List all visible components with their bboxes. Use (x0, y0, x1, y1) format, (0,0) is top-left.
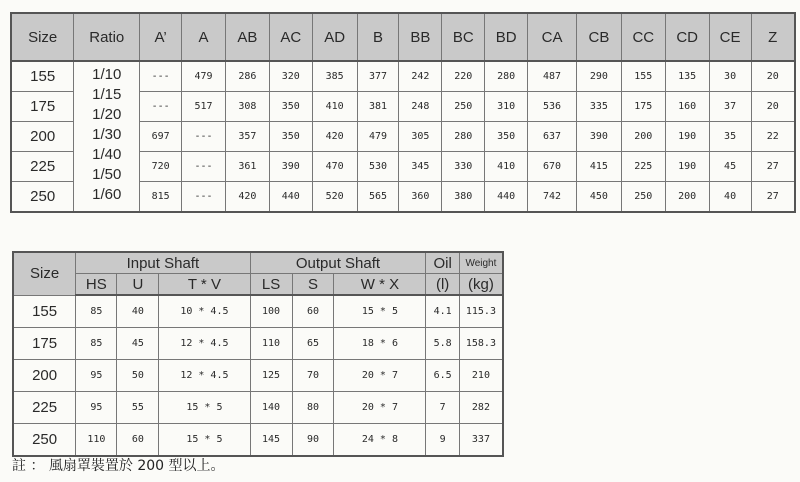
column-header: Ratio (74, 13, 140, 61)
table-cell: 190 (665, 152, 709, 182)
ratio-list (74, 63, 139, 210)
table-cell: 282 (459, 392, 503, 424)
table-cell: 637 (528, 122, 577, 152)
sub-column-header: S (292, 274, 334, 296)
weight-header: Weight (459, 252, 503, 274)
size-cell: 225 (11, 152, 74, 182)
table-cell: 380 (442, 182, 485, 213)
table-cell: 200 (665, 182, 709, 213)
table-cell: 20 * 7 (334, 392, 426, 424)
table-row (13, 328, 503, 360)
sub-column-header: W * X (334, 274, 426, 296)
table-cell: 350 (269, 122, 312, 152)
column-header: A (182, 13, 226, 61)
table-cell: 5.8 (426, 328, 459, 360)
table-cell: 158.3 (459, 328, 503, 360)
table-cell: 377 (357, 61, 399, 92)
table-row (13, 392, 503, 424)
table-cell: 4.1 (426, 295, 459, 328)
table-cell: 290 (576, 61, 621, 92)
column-header: CC (621, 13, 665, 61)
table-cell: 145 (250, 424, 292, 457)
size-cell: 175 (11, 92, 74, 122)
table-cell: 410 (485, 152, 528, 182)
table-cell: 815 (140, 182, 182, 213)
ratio-label: 1/30 (92, 126, 122, 143)
table-cell: 125 (250, 360, 292, 392)
table-cell: 440 (269, 182, 312, 213)
table-cell: 20 (751, 61, 795, 92)
table-cell: 225 (621, 152, 665, 182)
table-cell: --- (140, 61, 182, 92)
table-cell: 308 (225, 92, 269, 122)
ratio-label: 1/10 (92, 66, 122, 83)
table-row (13, 360, 503, 392)
table-cell: 520 (312, 182, 357, 213)
input-shaft-header: Input Shaft (76, 252, 250, 274)
column-header: BB (399, 13, 442, 61)
table-cell: 670 (528, 152, 577, 182)
table-cell: 330 (442, 152, 485, 182)
table-cell: 20 * 7 (334, 360, 426, 392)
table-cell: 30 (709, 61, 751, 92)
table-cell: 135 (665, 61, 709, 92)
table-cell: 40 (709, 182, 751, 213)
table-cell: --- (182, 152, 226, 182)
table-cell: 60 (292, 295, 334, 328)
table-cell: 70 (292, 360, 334, 392)
table-cell: 95 (76, 360, 117, 392)
table-cell: 20 (751, 92, 795, 122)
table-cell: 60 (117, 424, 159, 457)
table-cell: 242 (399, 61, 442, 92)
table-cell: 345 (399, 152, 442, 182)
table-cell: 742 (528, 182, 577, 213)
shaft-table-sub-header (13, 274, 503, 296)
column-header: CE (709, 13, 751, 61)
table-cell: 415 (576, 152, 621, 182)
table-cell: 190 (665, 122, 709, 152)
size-cell: 225 (13, 392, 76, 424)
table-cell: 15 * 5 (159, 392, 250, 424)
table-cell: 40 (117, 295, 159, 328)
table-cell: 100 (250, 295, 292, 328)
size-cell: 250 (13, 424, 76, 457)
table-cell: 35 (709, 122, 751, 152)
table-cell: 10 * 4.5 (159, 295, 250, 328)
table-cell: 85 (76, 295, 117, 328)
column-header: CA (528, 13, 577, 61)
table-cell: 450 (576, 182, 621, 213)
table-cell: 280 (442, 122, 485, 152)
table-cell: 470 (312, 152, 357, 182)
table-cell: 22 (751, 122, 795, 152)
table-cell: 80 (292, 392, 334, 424)
size-cell: 155 (13, 295, 76, 328)
table-cell: 536 (528, 92, 577, 122)
table-cell: 27 (751, 152, 795, 182)
table-cell: 15 * 5 (334, 295, 426, 328)
table-cell: 250 (621, 182, 665, 213)
size-cell: 155 (11, 61, 74, 92)
column-header: Z (751, 13, 795, 61)
table-cell: 420 (225, 182, 269, 213)
table-cell: 45 (709, 152, 751, 182)
table-cell: 175 (621, 92, 665, 122)
size-cell: 200 (11, 122, 74, 152)
table-cell: 420 (312, 122, 357, 152)
table-cell: 55 (117, 392, 159, 424)
table-cell: 310 (485, 92, 528, 122)
column-header: A’ (140, 13, 182, 61)
table-cell: 305 (399, 122, 442, 152)
table-cell: 357 (225, 122, 269, 152)
table-cell: 390 (269, 152, 312, 182)
table-cell: 110 (76, 424, 117, 457)
table-cell: --- (182, 182, 226, 213)
table-row (11, 61, 795, 92)
table-cell: 27 (751, 182, 795, 213)
table-cell: 390 (576, 122, 621, 152)
table-cell: 115.3 (459, 295, 503, 328)
oil-header: Oil (426, 252, 459, 274)
table-cell: 337 (459, 424, 503, 457)
table-row (13, 295, 503, 328)
table-cell: 18 * 6 (334, 328, 426, 360)
ratio-cell (74, 61, 140, 212)
table-cell: 517 (182, 92, 226, 122)
table-cell: 85 (76, 328, 117, 360)
table-cell: 350 (269, 92, 312, 122)
table-cell: 45 (117, 328, 159, 360)
table-cell: 479 (182, 61, 226, 92)
table-cell: 286 (225, 61, 269, 92)
table-cell: 9 (426, 424, 459, 457)
table-cell: 248 (399, 92, 442, 122)
table-cell: 200 (621, 122, 665, 152)
table-cell: 160 (665, 92, 709, 122)
table-cell: 210 (459, 360, 503, 392)
ratio-label: 1/20 (92, 106, 122, 123)
size-cell: 175 (13, 328, 76, 360)
table-cell: 381 (357, 92, 399, 122)
dimension-table-header (11, 13, 795, 61)
table-cell: 12 * 4.5 (159, 360, 250, 392)
table-cell: 320 (269, 61, 312, 92)
column-header: B (357, 13, 399, 61)
table-row (13, 424, 503, 457)
ratio-label: 1/60 (92, 186, 122, 203)
table-cell: 697 (140, 122, 182, 152)
table-cell: --- (140, 92, 182, 122)
table-cell: 385 (312, 61, 357, 92)
ratio-label: 1/40 (92, 146, 122, 163)
sub-column-header: T * V (159, 274, 250, 296)
table-cell: 220 (442, 61, 485, 92)
size-cell: 250 (11, 182, 74, 213)
table-cell: 250 (442, 92, 485, 122)
table-cell: 530 (357, 152, 399, 182)
footnote: 註 ： 風扇罩裝置於 200 型以上。 (12, 458, 225, 474)
table-cell: 90 (292, 424, 334, 457)
shaft-table (12, 251, 504, 457)
sub-column-header: LS (250, 274, 292, 296)
table-cell: 720 (140, 152, 182, 182)
dimension-table (10, 12, 796, 213)
column-header: AB (225, 13, 269, 61)
column-header: BC (442, 13, 485, 61)
ratio-label: 1/15 (92, 86, 122, 103)
table-cell: 479 (357, 122, 399, 152)
table-cell: 95 (76, 392, 117, 424)
weight-unit-header: (kg) (459, 274, 503, 296)
table-cell: 335 (576, 92, 621, 122)
table-cell: 155 (621, 61, 665, 92)
shaft-table-group-header (13, 252, 503, 274)
sub-column-header: HS (76, 274, 117, 296)
table-cell: 140 (250, 392, 292, 424)
table-cell: 350 (485, 122, 528, 152)
table-cell: 280 (485, 61, 528, 92)
table-cell: 410 (312, 92, 357, 122)
table-cell: 565 (357, 182, 399, 213)
table-cell: 7 (426, 392, 459, 424)
table-cell: 65 (292, 328, 334, 360)
table-cell: 6.5 (426, 360, 459, 392)
size-header: Size (13, 252, 76, 295)
table-cell: 110 (250, 328, 292, 360)
column-header: BD (485, 13, 528, 61)
ratio-label: 1/50 (92, 166, 122, 183)
table-cell: 37 (709, 92, 751, 122)
table-cell: 12 * 4.5 (159, 328, 250, 360)
table-cell: 440 (485, 182, 528, 213)
oil-unit-header: (l) (426, 274, 459, 296)
table-cell: 24 * 8 (334, 424, 426, 457)
table-cell: 15 * 5 (159, 424, 250, 457)
output-shaft-header: Output Shaft (250, 252, 426, 274)
column-header: CB (576, 13, 621, 61)
sub-column-header: U (117, 274, 159, 296)
size-cell: 200 (13, 360, 76, 392)
table-cell: 361 (225, 152, 269, 182)
table-cell: 360 (399, 182, 442, 213)
table-cell: 487 (528, 61, 577, 92)
column-header: Size (11, 13, 74, 61)
column-header: AC (269, 13, 312, 61)
column-header: CD (665, 13, 709, 61)
table-cell: 50 (117, 360, 159, 392)
column-header: AD (312, 13, 357, 61)
table-cell: --- (182, 122, 226, 152)
